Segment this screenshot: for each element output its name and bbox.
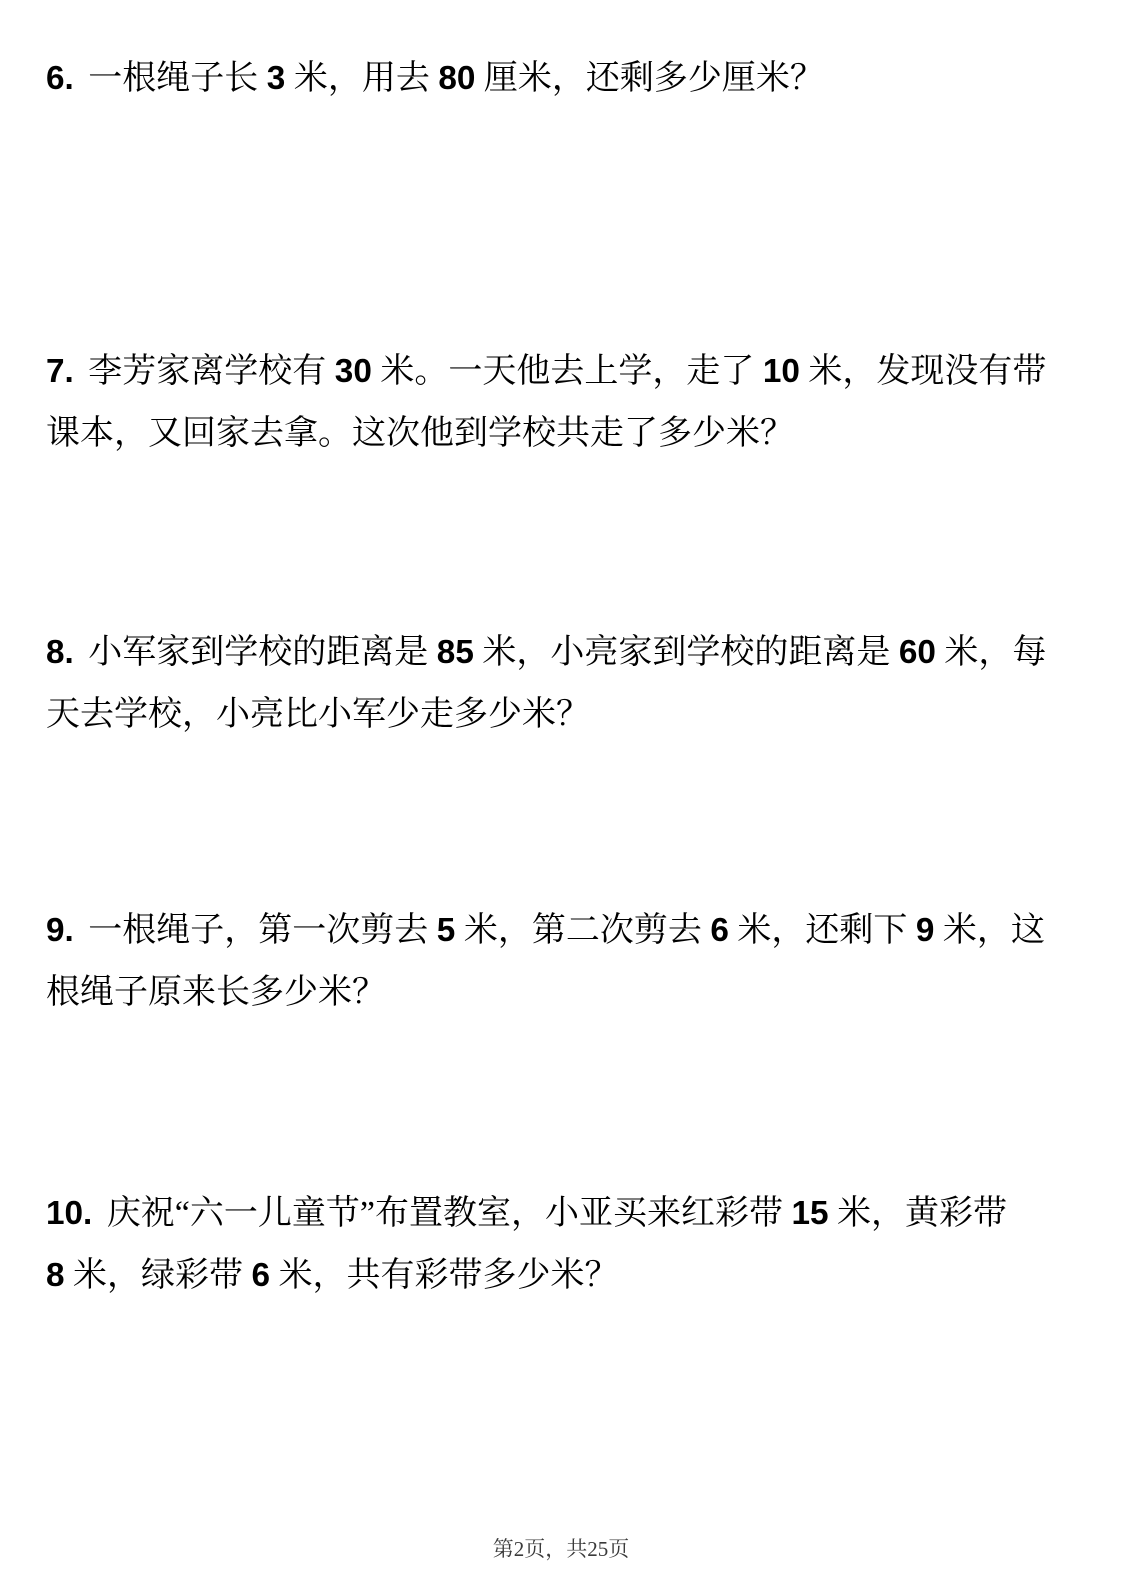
- number-run: 3: [266, 60, 286, 97]
- number-run: 5: [436, 912, 456, 949]
- text-run: 米，绿彩带: [64, 1257, 252, 1294]
- text-run: 米，还剩下: [728, 912, 916, 949]
- problem-7-line-1: [46, 341, 1078, 403]
- text-run: 李芳家离学校有: [79, 353, 335, 390]
- problem-8-line-1: [46, 622, 1078, 684]
- number-run: 6: [251, 1257, 271, 1294]
- text-run: 米，小亮家到学校的距离是: [473, 634, 899, 671]
- problem-9-line-2: [46, 962, 1078, 1024]
- page-number-text: 第2页，共25页: [492, 1537, 630, 1561]
- text-run: 天去学校，小亮比小军少走多少米？: [46, 696, 590, 733]
- text-run: 米，用去: [285, 60, 439, 97]
- text-run: 米，这: [934, 912, 1045, 949]
- problem-10-line-1: [46, 1183, 1078, 1245]
- number-run: 8.: [46, 634, 74, 671]
- problem-10-line-2: [46, 1245, 1078, 1307]
- text-run: 一根绳子长: [79, 60, 267, 97]
- number-run: 9: [915, 912, 935, 949]
- text-run: 米，第二次剪去: [455, 912, 711, 949]
- number-run: 30: [334, 353, 372, 390]
- text-run: 米，黄彩带: [828, 1195, 1008, 1232]
- problem-9-line-1: [46, 900, 1078, 962]
- text-run: 米。一天他去上学，走了: [371, 353, 763, 390]
- number-run: 7.: [46, 353, 74, 390]
- number-run: 80: [438, 60, 476, 97]
- problem-7-line-2: [46, 403, 1078, 465]
- text-run: 根绳子原来长多少米？: [46, 974, 386, 1011]
- number-run: 85: [436, 634, 474, 671]
- number-run: 9.: [46, 912, 74, 949]
- text-run: 庆祝“六一儿童节”布置教室，小亚买来红彩带: [98, 1195, 792, 1232]
- number-run: 6: [710, 912, 729, 949]
- text-run: 小军家到学校的距离是: [79, 634, 437, 671]
- problem-8: [46, 622, 1078, 746]
- page-footer: [0, 1534, 1122, 1564]
- number-run: 8: [46, 1257, 65, 1294]
- problem-9: [46, 900, 1078, 1024]
- problem-6-line-1: [46, 48, 1078, 110]
- text-run: 米，每: [935, 634, 1047, 671]
- number-run: 10.: [46, 1195, 93, 1232]
- problem-10: [46, 1183, 1078, 1307]
- text-run: 课本，又回家去拿。这次他到学校共走了多少米？: [46, 415, 794, 452]
- text-run: 米，发现没有带: [799, 353, 1047, 390]
- problem-8-line-2: [46, 684, 1078, 746]
- text-run: 米，共有彩带多少米？: [270, 1257, 619, 1294]
- number-run: 10: [762, 353, 800, 390]
- number-run: 60: [898, 634, 936, 671]
- number-run: 15: [791, 1195, 829, 1232]
- problem-7: [46, 341, 1078, 465]
- text-run: 一根绳子，第一次剪去: [79, 912, 437, 949]
- number-run: 6.: [46, 60, 74, 97]
- text-run: 厘米，还剩多少厘米？: [475, 60, 824, 97]
- problem-6: [46, 48, 1078, 110]
